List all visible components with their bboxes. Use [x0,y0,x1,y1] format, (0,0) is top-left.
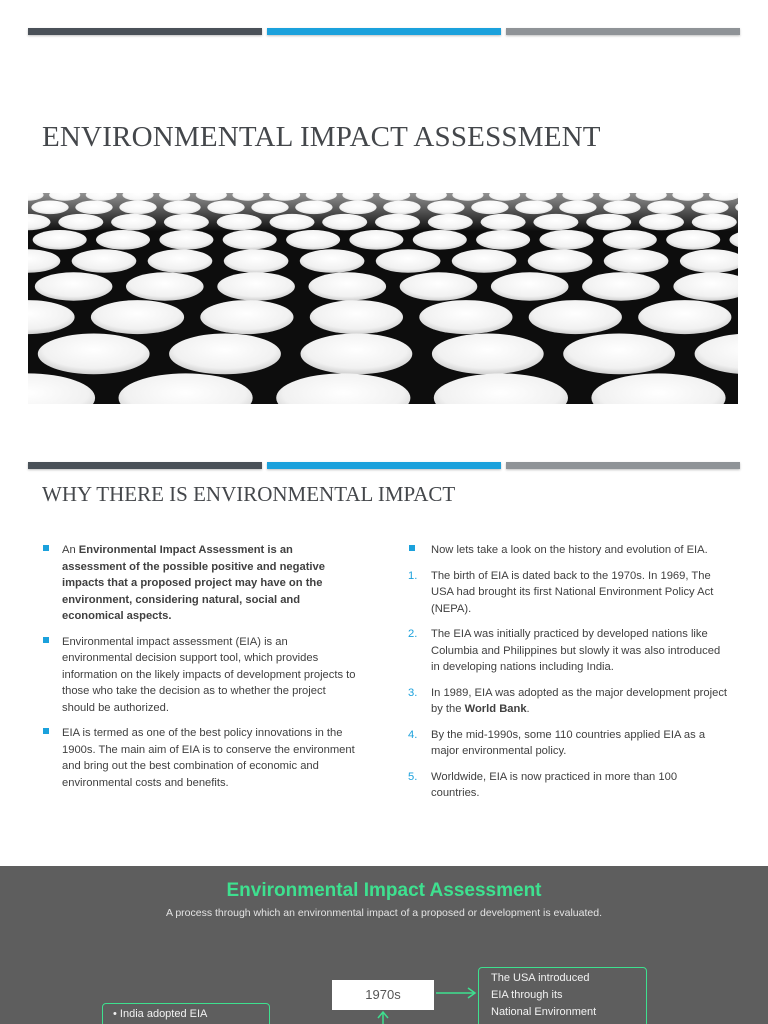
white-discs-pattern [28,193,738,404]
timeline-slide [0,866,768,1024]
right-history-list [408,542,728,811]
bullet-item: An Environmental Impact Assessment is an assessment of the possible positive and negative impacts that a proposed project may have on the environment, considering natural, social and economical aspects. [42,542,360,625]
year-box-1970s: 1970s [332,980,434,1010]
hero-image [28,193,738,404]
section-title: WHY THERE IS ENVIRONMENTAL IMPACT [42,482,456,506]
accent-bar-dark [28,462,262,469]
accent-bar-blue [267,462,501,469]
arrow-up-icon [376,1010,390,1024]
history-intro: Now lets take a look on the history and evolution of EIA. [408,542,728,559]
square-bullet-icon [409,545,415,551]
timeline-title: Environmental Impact Assessment [226,880,542,901]
usa-eia-box: The USA introduced EIA through its National Environment [478,967,647,1024]
accent-bar-dark [28,28,262,35]
history-item: 1. The birth of EIA is dated back to the 1970s. In 1969, The USA had brought its first National Environment Policy Act (NEPA). [408,569,714,615]
history-item: 3. In 1989, EIA was adopted as the major development project by the World Bank. [408,686,728,715]
left-bullet-list [42,542,360,800]
top-accent-bars [28,28,740,35]
india-eia-box: • India adopted EIA [102,1003,270,1024]
accent-bar-gray [506,462,740,469]
bullet-item: EIA is termed as one of the best policy innovations in the 1900s. The main aim of EIA is to conserve the environment and bring out the best combination of economic and environmental costs and benefits. [42,725,360,791]
arrow-right-icon [434,985,480,1001]
square-bullet-icon [43,728,49,734]
slide-title: ENVIRONMENTAL IMPACT ASSESSMENT [42,121,601,153]
timeline-subtitle: A process through which an environmental impact of a proposed or development is evaluated. [165,907,602,919]
square-bullet-icon [43,545,49,551]
history-item: 2. The EIA was initially practiced by developed nations like Columbia and Philippines but slowly it was also introduced in developing nations including India. [408,628,721,673]
accent-bar-blue [267,28,501,35]
list-bullet-icon: • [113,1008,117,1020]
section-accent-bars [28,462,740,469]
accent-bar-gray [506,28,740,35]
history-item: 5. Worldwide, EIA is now practiced in more than 100 countries. [408,770,678,799]
bullet-item: Environmental impact assessment (EIA) is an environmental decision support tool, which provides information on the likely impacts of development projects to those who take the decision as to whether the project should be authorized. [42,634,360,717]
square-bullet-icon [43,637,49,643]
history-item: 4. By the mid-1990s, some 110 countries applied EIA as a major environmental policy. [408,728,706,757]
